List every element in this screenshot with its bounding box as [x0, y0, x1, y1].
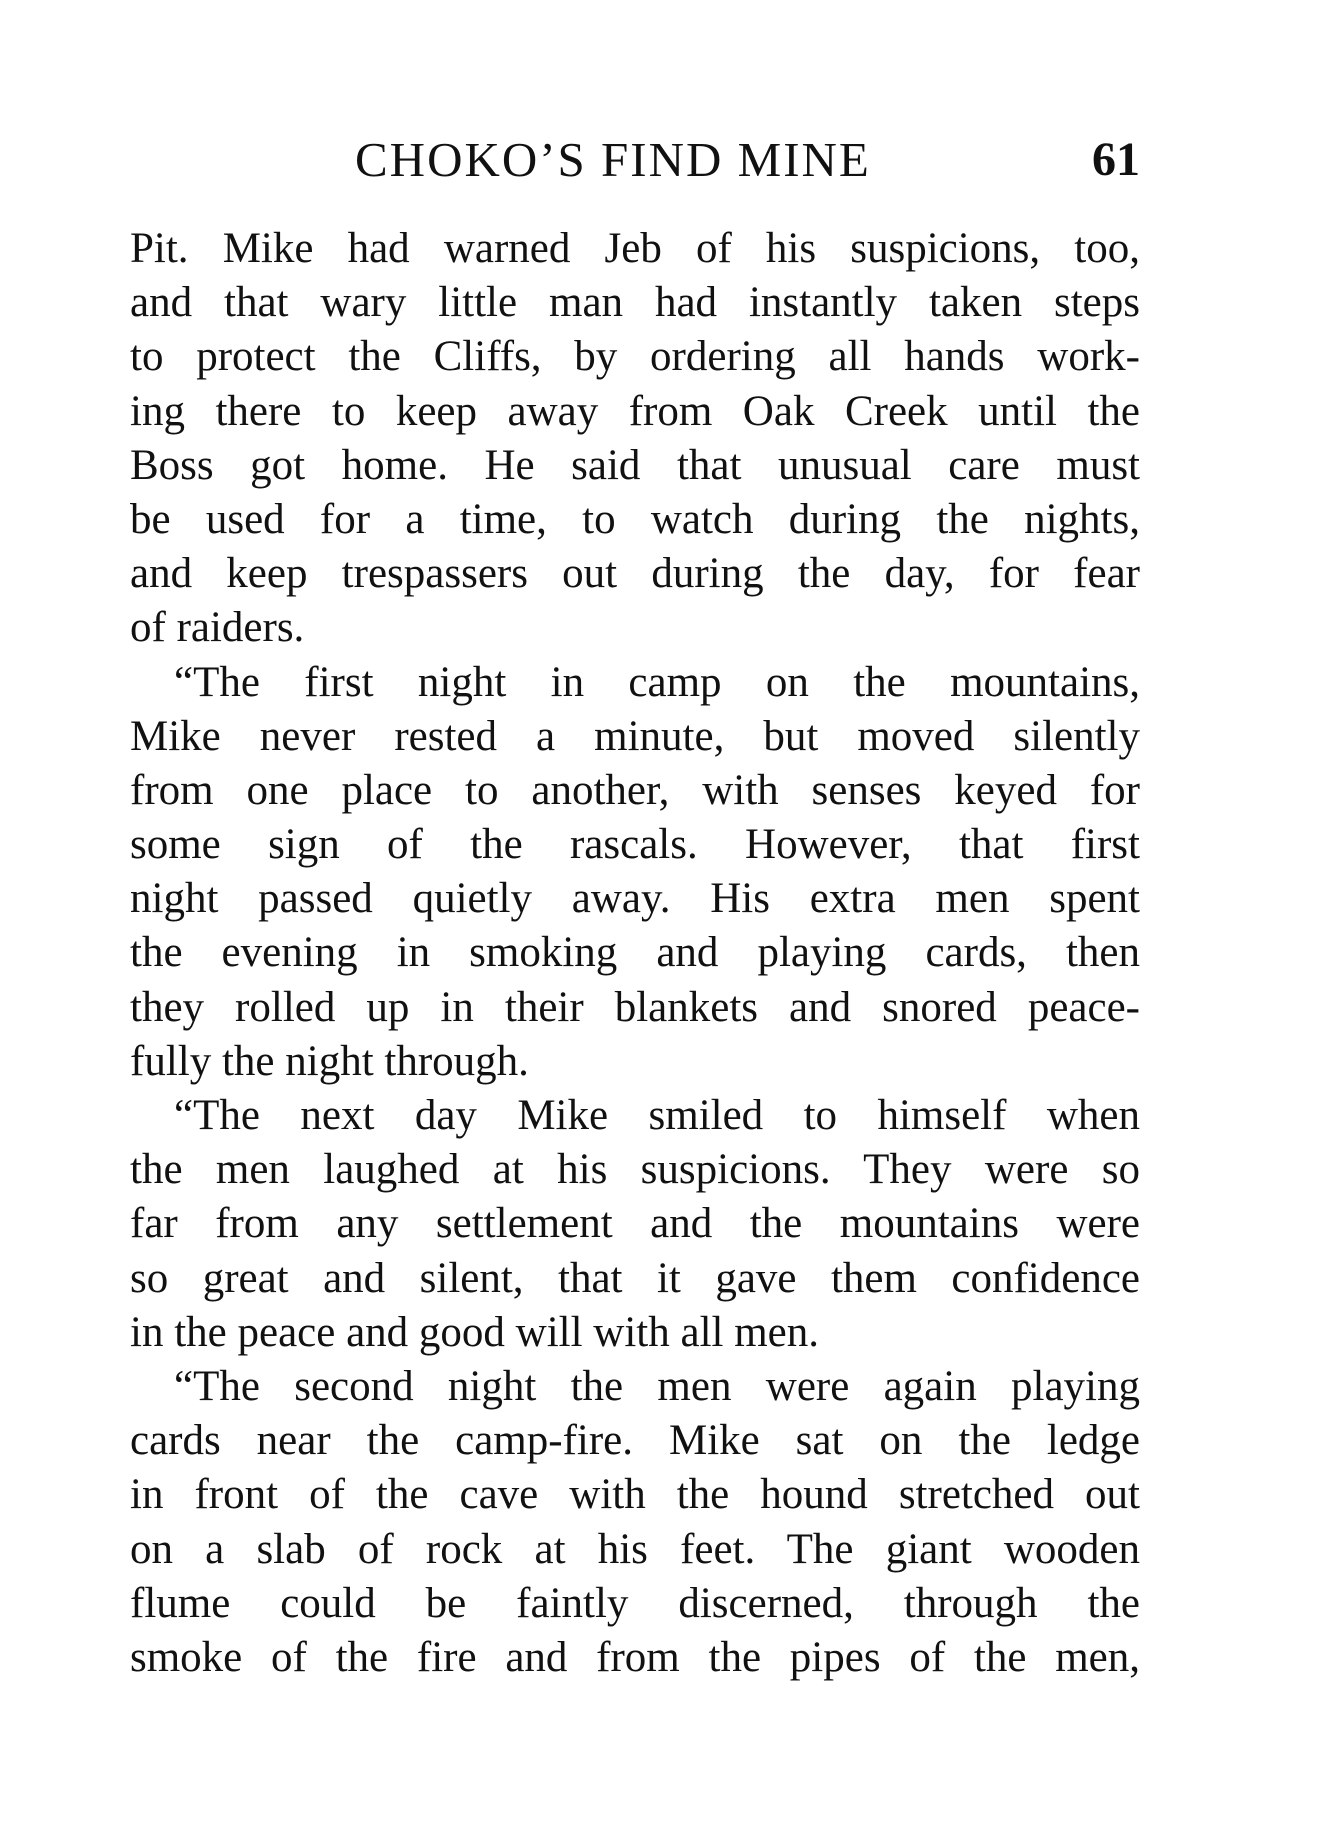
- text-line: and that wary little man had instantly taken steps: [130, 279, 1140, 327]
- running-head: [130, 132, 1140, 188]
- text-line: flume could be faintly discerned, through the: [130, 1579, 1140, 1627]
- page-number: 61: [1092, 133, 1140, 186]
- text-line: some sign of the rascals. However, that first: [130, 821, 1140, 869]
- text-line: to protect the Cliffs, by ordering all hands work-: [130, 333, 1140, 381]
- text-line: Pit. Mike had warned Jeb of his suspicions, too,: [130, 225, 1140, 272]
- text-line: in front of the cave with the hound stretched out: [130, 1471, 1140, 1519]
- text-line: in the peace and good will with all men.: [130, 1308, 820, 1356]
- text-line: they rolled up in their blankets and snored peace-: [130, 983, 1140, 1031]
- text-line: far from any settlement and the mountains were: [130, 1200, 1140, 1248]
- text-line: on a slab of rock at his feet. The giant wooden: [130, 1525, 1140, 1573]
- text-line: cards near the camp-fire. Mike sat on the ledge: [130, 1417, 1140, 1465]
- text-line: Mike never rested a minute, but moved silently: [130, 712, 1140, 760]
- text-line: smoke of the fire and from the pipes of the men,: [130, 1633, 1140, 1681]
- text-line: ing there to keep away from Oak Creek until the: [130, 387, 1140, 435]
- text-line: and keep trespassers out during the day, for fear: [130, 550, 1140, 598]
- chapter-title: CHOKO’S FIND MINE: [355, 132, 871, 187]
- text-line: of raiders.: [130, 604, 305, 652]
- text-line: fully the night through.: [130, 1037, 529, 1085]
- text-line: “The second night the men were again playing: [174, 1362, 1140, 1410]
- text-line: so great and silent, that it gave them confidence: [130, 1254, 1140, 1302]
- text-line: “The next day Mike smiled to himself when: [174, 1092, 1140, 1139]
- text-line: the men laughed at his suspicions. They were so: [130, 1146, 1140, 1194]
- text-line: be used for a time, to watch during the nights,: [130, 495, 1140, 543]
- text-line: the evening in smoking and playing cards, then: [130, 929, 1140, 977]
- text-line: “The first night in camp on the mountains,: [174, 658, 1140, 706]
- text-line: night passed quietly away. His extra men spent: [130, 875, 1140, 923]
- text-line: from one place to another, with senses keyed for: [130, 766, 1140, 814]
- body-text: [130, 222, 1140, 1685]
- text-line: Boss got home. He said that unusual care must: [130, 441, 1140, 489]
